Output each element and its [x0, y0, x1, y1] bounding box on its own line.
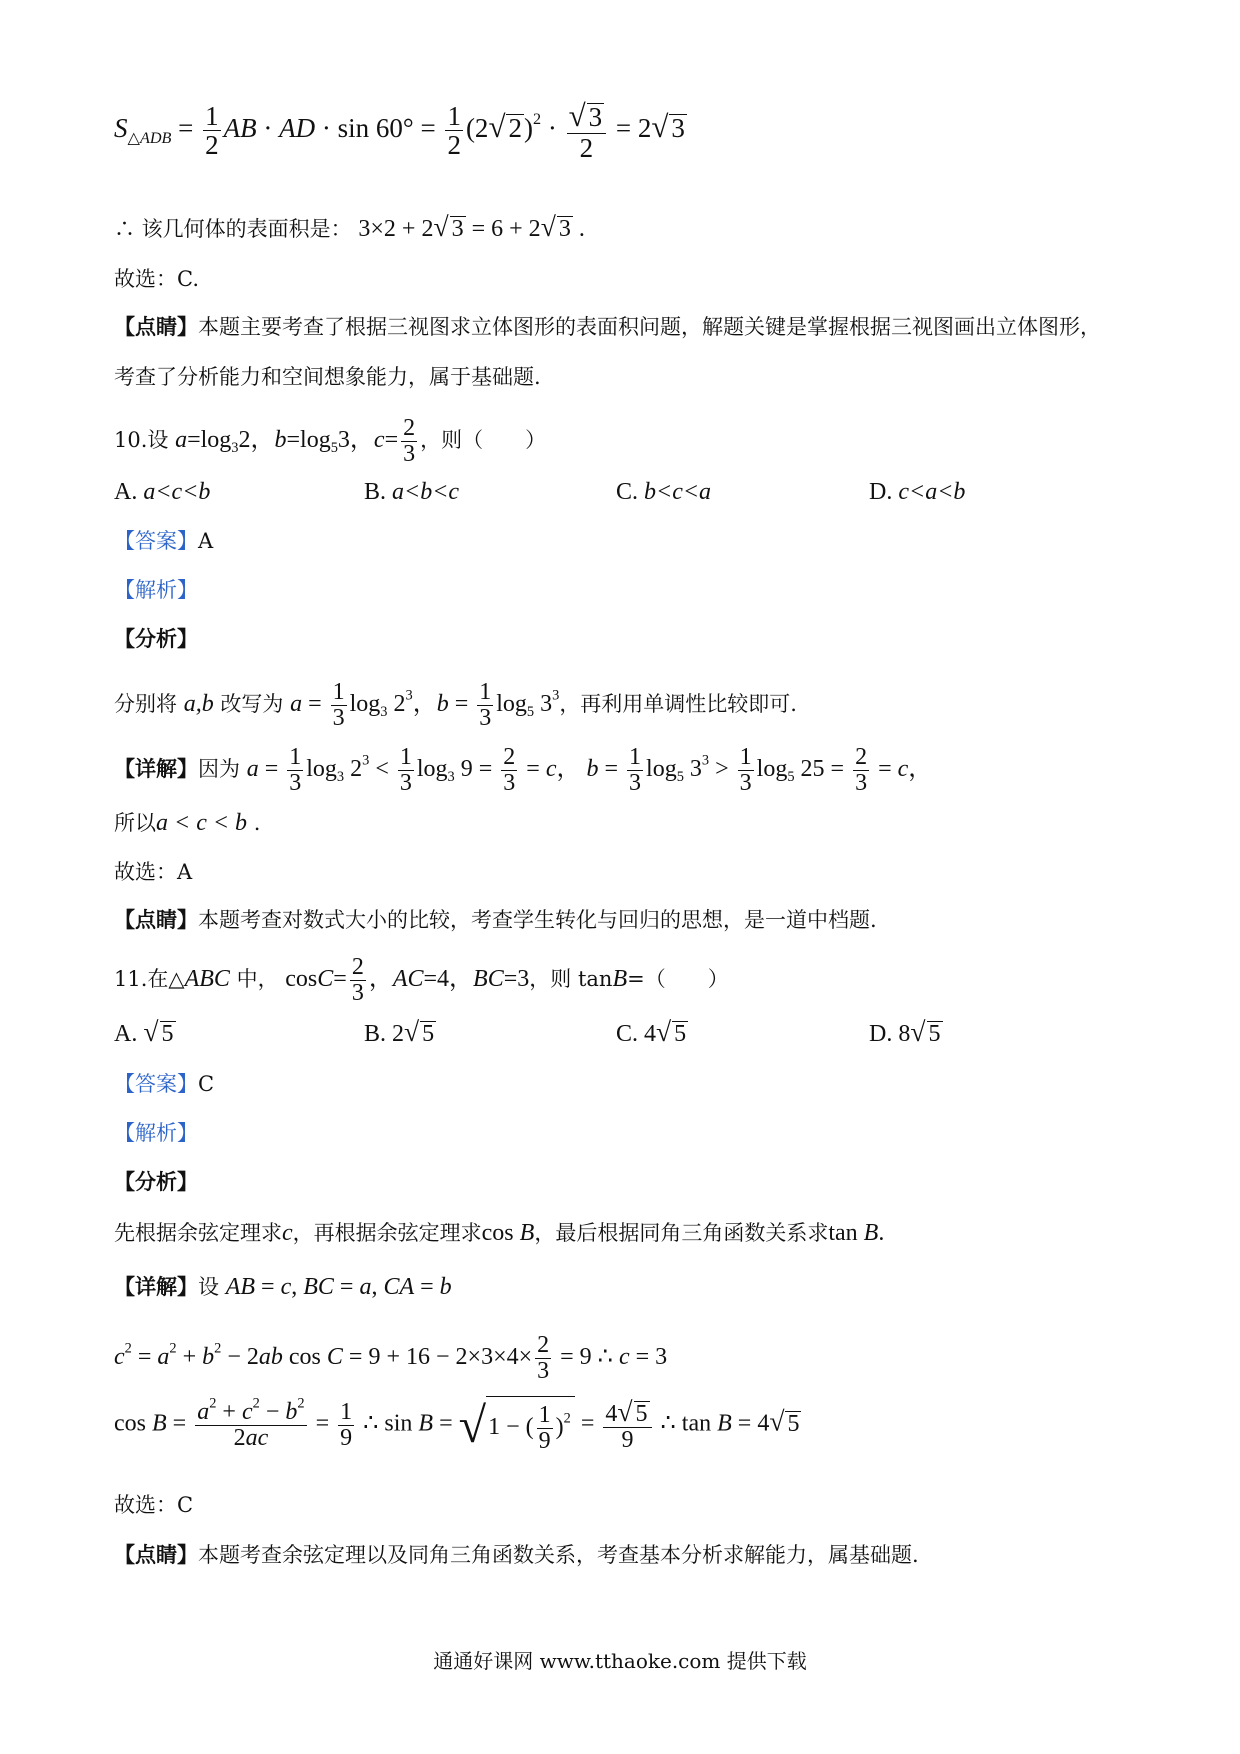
- analysis-label-10: 【解析】: [114, 578, 198, 602]
- choose-c-line: 故选：C.: [114, 267, 199, 291]
- answer-value: A: [198, 529, 214, 553]
- detail-11-cos-b: cos B = $\frac{a^2 + c^2 - b^2}{2ac}$ = $\frac{1}{9}$ ∴ sin B = √1 − ( $\frac{1}{9}$ )$^2$ = $\frac{4√ 5}{9}$ ∴ tan B = 4√ 5: [114, 1394, 800, 1455]
- surface-area-line: [114, 212, 1130, 244]
- question-11-options: [114, 1017, 1130, 1049]
- conclusion-10: 所以a < c < b .: [114, 810, 261, 836]
- option-b: B. 2√ 5: [364, 1016, 435, 1047]
- stem-suffix: ，则（ ）: [420, 428, 547, 453]
- question-10-stem: 10.设 $a=\log_32$，$b=\log_53$，c= $\frac{2}{3}$ ，则（ ）: [114, 415, 547, 468]
- option-c: C. b<c<a: [616, 479, 712, 505]
- detail-11-law-of-cosines: $c^2 = a^2 + b^2 - 2ab$ cos C = 9 + 16 − 2×3×4× $\frac{2}{3}$ = 9 ∴ c = 3: [114, 1332, 668, 1385]
- comment-q11: 【点睛】本题考查余弦定理以及同角三角函数关系，考查基本分析求解能力，属基础题.: [114, 1542, 919, 1567]
- answer-10: [114, 526, 1130, 556]
- comment-q9-line2: 考查了分析能力和空间想象能力，属于基础题.: [114, 365, 541, 389]
- option-d: D. 8√ 5: [869, 1016, 941, 1047]
- fenxi-label-11: 【分析】: [114, 1169, 198, 1194]
- fenxi-label-10: 【分析】: [114, 626, 198, 651]
- option-d: D. c<a<b: [869, 479, 966, 505]
- option-a: A. a<c<b: [114, 479, 211, 505]
- detail-10: 【详解】因为 a = $\frac{1}{3}$ $\log_3 2^3$ < $\frac{1}{3}$ $\log_3 9$ = $\frac{2}{3}$ = c， b = $\frac{1}{3}$ $\log_5 3^3$ > $\frac{1}{3}$ $\log_5 25$ = $\frac{2}{3}$ = c，: [114, 744, 933, 797]
- comment-label: 【点睛】: [114, 314, 198, 339]
- comment-q9-line1: [114, 312, 1130, 342]
- comment-text: 本题主要考查了根据三视图求立体图形的表面积问题，解题关键是掌握根据三视图画出立体图形，: [198, 315, 1101, 339]
- page-footer: 通通好课网 www.tthaoke.com 提供下载: [433, 1649, 807, 1673]
- choose-a-line: 故选：A: [114, 860, 193, 884]
- choose-c-final: 故选：C: [114, 1493, 194, 1517]
- surface-area-text: ∴ 该几何体的表面积是：: [114, 217, 352, 241]
- answer-11: 【答案】C: [114, 1072, 215, 1096]
- fenxi-10: 分别将 a,b 改写为 a = $\frac{1}{3}$ $\log_3 2^3$，b = $\frac{1}{3}$ $\log_5 3^3$，再利用单调性比较即可.: [114, 679, 797, 732]
- detail-11-setup: 【详解】设 AB = c, BC = a, CA = b: [114, 1274, 452, 1300]
- question-11-stem: 11.在△ABC 中， cosC= $\frac{2}{3}$ ，AC=4，BC=3，则 tanB=（ ）: [114, 954, 729, 1007]
- analysis-label-11: 【解析】: [114, 1121, 198, 1145]
- question-number: 10.: [114, 428, 148, 453]
- surface-area-formula: 3×2 + 2√ 3 = 6 + 2√ 3 .: [358, 211, 585, 242]
- option-b: B. a<b<c: [364, 479, 460, 505]
- option-c: C. 4√ 5: [616, 1016, 687, 1047]
- stem-text: 设: [147, 428, 169, 453]
- formula-area-adb: $S_{\triangle ADB}$ = $\frac{1}{2}$ AB · AD · sin 60° = $\frac{1}{2}$ (2√ 2)$^2$ · $\frac{√ 3}{2}$ = 2√ 3: [114, 98, 685, 163]
- answer-label: 【答案】: [114, 529, 198, 553]
- option-a: A. √ 5: [114, 1016, 174, 1047]
- question-10-options: [114, 477, 1130, 507]
- comment-q10: 【点睛】本题考查对数式大小的比较，考查学生转化与回归的思想，是一道中档题.: [114, 907, 877, 932]
- fenxi-11: 先根据余弦定理求c，再根据余弦定理求cos B，最后根据同角三角函数关系求tan B.: [114, 1220, 885, 1246]
